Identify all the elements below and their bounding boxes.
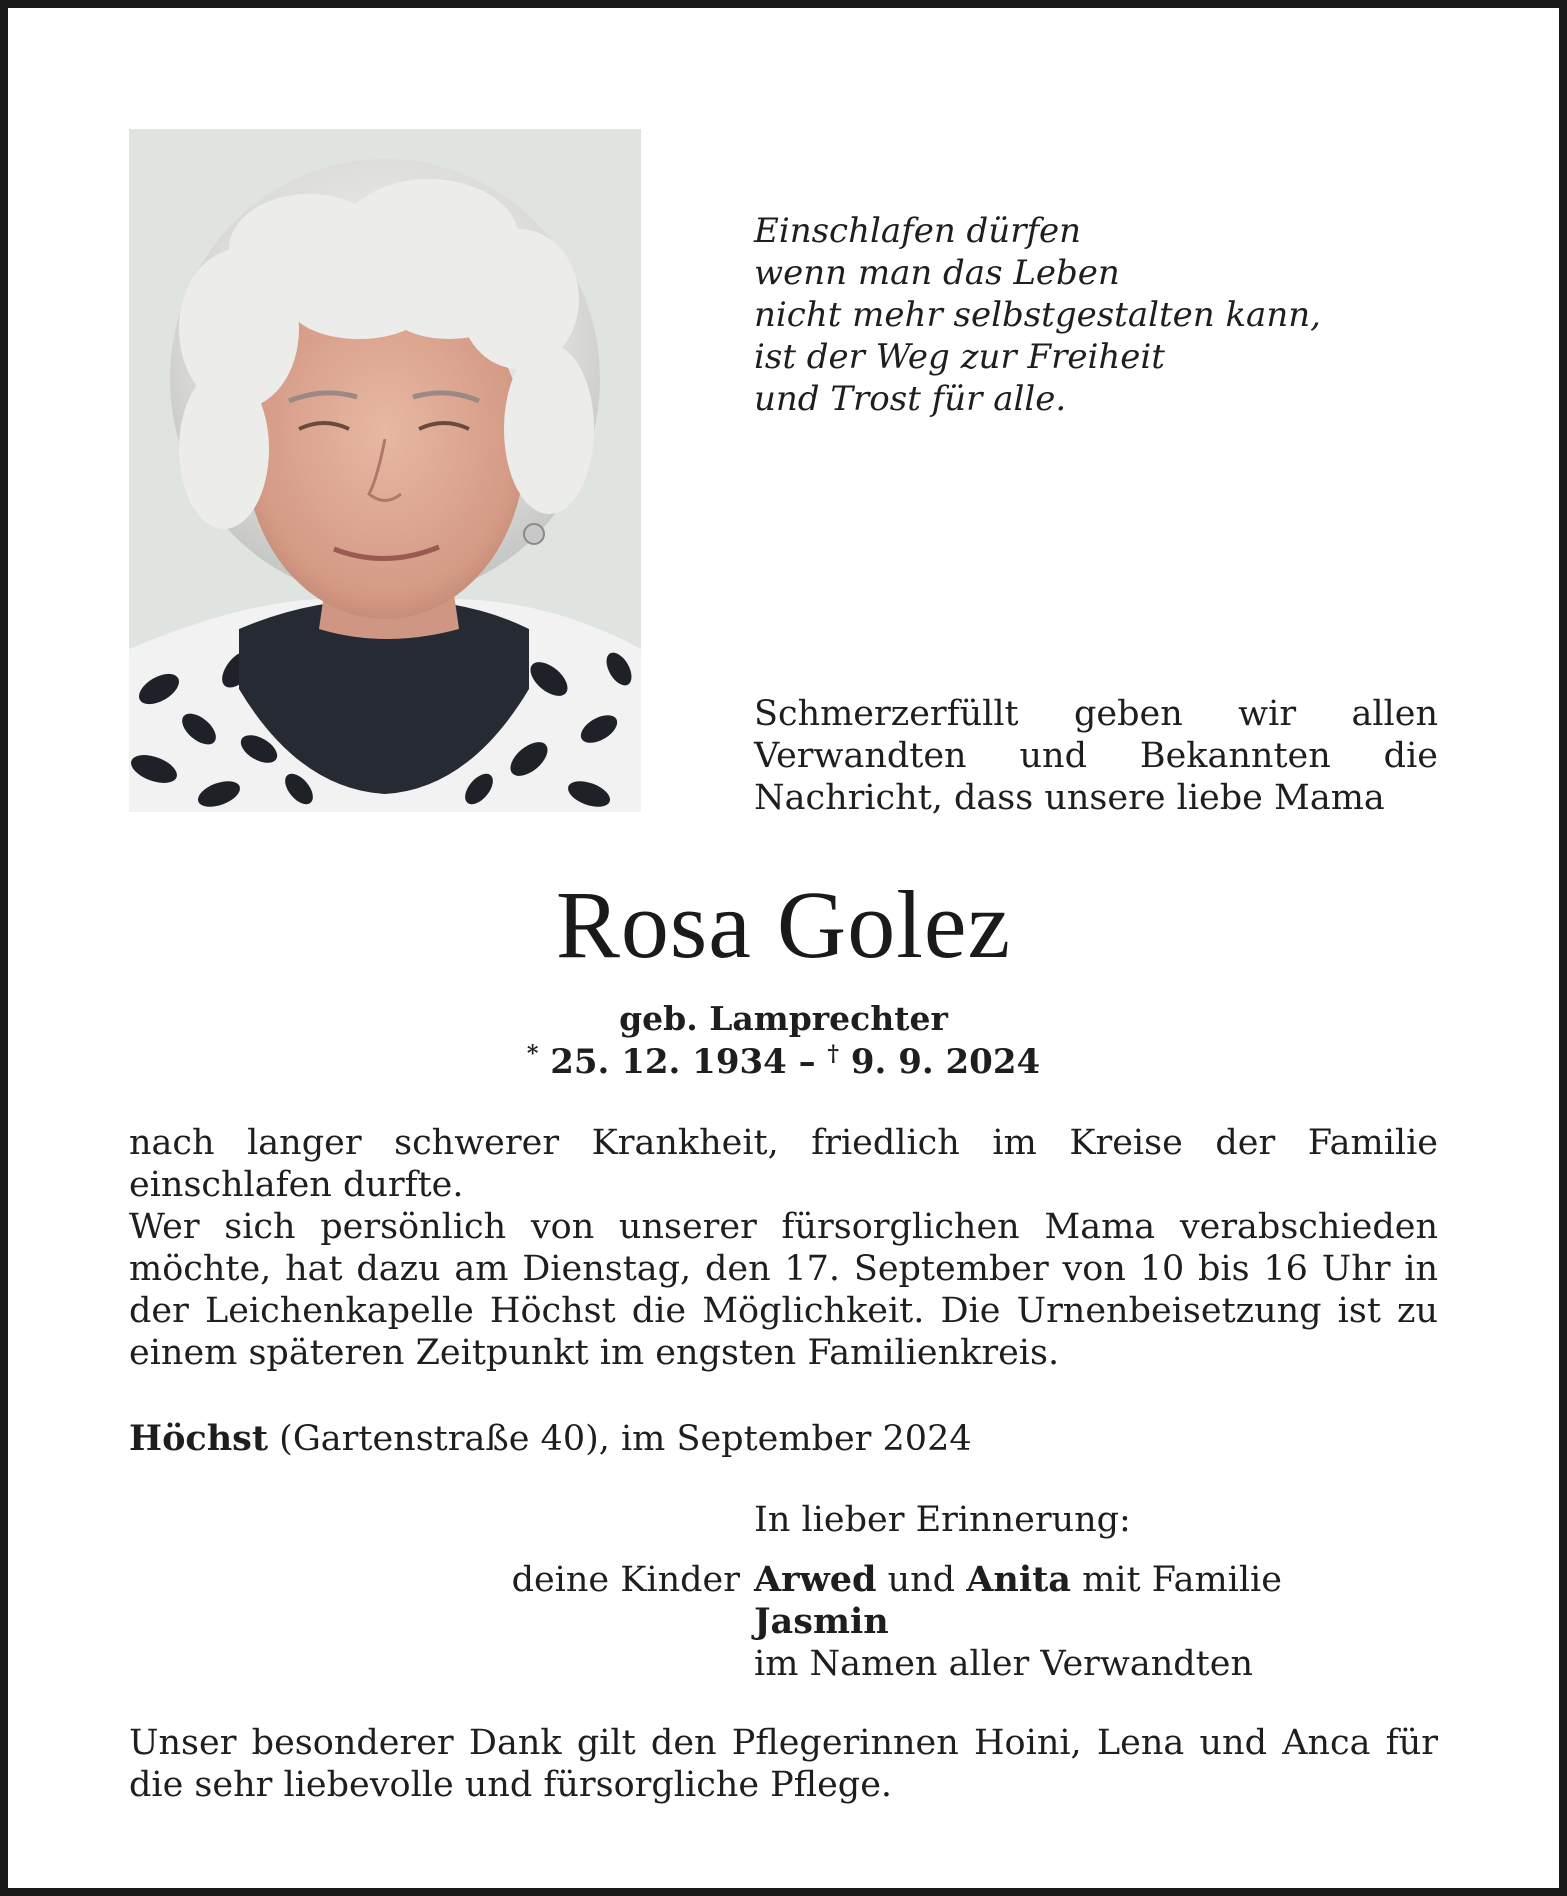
signature-closing: im Namen aller Verwandten [754,1644,1253,1684]
place-and-date [129,1418,1438,1460]
place-details: (Gartenstraße 40), im September 2024 [268,1419,972,1459]
deceased-name: Rosa Golez [555,871,1012,978]
life-dates [0,1040,1567,1084]
signature-block [754,1499,1454,1685]
grandchild-name [754,1601,1454,1643]
memorial-poem [754,210,1454,420]
children-label: deine Kinder [511,1560,740,1600]
children-names [754,1559,1454,1601]
announcement-body [129,1122,1438,1374]
poem-line: Einschlafen dürfen [754,211,1082,251]
child-name: Anita [966,1559,1071,1600]
grandchild-name-text: Jasmin [754,1601,889,1642]
maiden-name: geb. Lamprechter [619,999,948,1038]
birth-date: 25. 12. 1934 [550,1042,787,1082]
announcement-intro: Schmerzerfüllt geben wir allen Verwandten und Bekannten die Nachricht, dass unsere liebe Mama [754,694,1438,818]
town-name: Höchst [129,1418,269,1459]
thanks-note: Unser besonderer Dank gilt den Pflegerinnen Hoini, Lena und Anca für die sehr liebevolle und fürsorgliche Pflege. [129,1723,1438,1805]
death-date: 9. 9. 2024 [850,1042,1041,1082]
poem-line: nicht mehr selbstgestalten kann, [754,295,1321,335]
date-separator: – [798,1042,816,1082]
birth-symbol: * [526,1041,539,1067]
portrait-photo [129,129,641,812]
signature-heading: In lieber Erinnerung: [754,1500,1131,1540]
poem-line: ist der Weg zur Freiheit [754,337,1165,377]
body-paragraph: Wer sich persönlich von unserer fürsorglichen Mama verabschieden möchte, hat dazu am Dienstag, den 17. September von 10 bis 16 Uhr in der Leichenkapelle Höchst die Möglichkeit. Die Urnenbeisetzung ist zu einem späteren Zeitpunkt im engsten Familienkreis. [129,1207,1438,1373]
poem-line: wenn man das Leben [754,253,1120,293]
body-paragraph: nach langer schwerer Krankheit, friedlich im Kreise der Familie einschlafen durfte. [129,1123,1438,1205]
connector: und [876,1560,967,1600]
child-name: Arwed [754,1559,877,1600]
family-suffix: mit Familie [1070,1560,1282,1600]
poem-line: und Trost für alle. [754,379,1067,419]
death-symbol: † [827,1041,840,1067]
